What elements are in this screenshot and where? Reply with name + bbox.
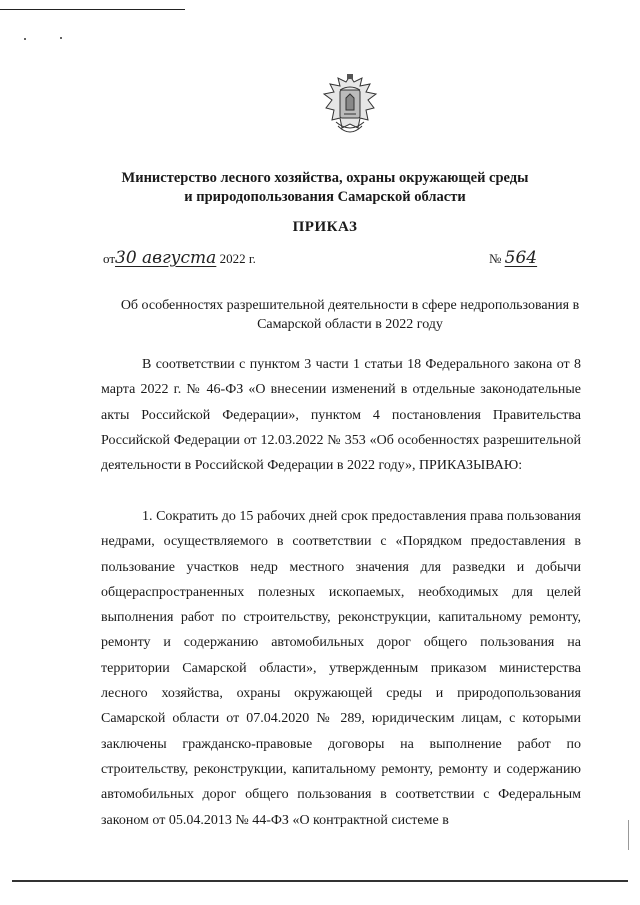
paragraph-text: В соответствии с пунктом 3 части 1 статьи 18 Федерального закона от 8 марта 2022 г. № 46-ФЗ «О внесении изменений в отдельные законодательные акты Российской Федерации», пунктом 4 постановления Правительства Российской Федерации от 12.03.2022 № 353 «Об особенностях разрешительной деятельности в Российской Федерации в 2022 году», ПРИКАЗЫВАЮ: [101,357,581,474]
scan-edge-mark [628,820,629,850]
subject-line2: Самарской области в 2022 году [257,317,443,332]
scan-speck [24,38,26,40]
body-paragraph-1 [101,352,581,478]
order-date [103,248,256,268]
date-year: 2022 г. [219,251,256,266]
document-type-title: ПРИКАЗ [292,219,358,235]
subject-line1: Об особенностях разрешительной деятельности в сфере недропользования в [120,298,580,313]
handwritten-date: 30 августа [115,248,217,268]
ministry-name-line2: и природопользования Самарской области [184,189,466,205]
handwritten-number: 564 [504,248,538,268]
ministry-name-line1: Министерство лесного хозяйства, охраны окружающей среды [121,170,529,186]
scan-speck [60,37,62,39]
bottom-rule [12,880,628,882]
body-paragraph-2 [101,504,581,833]
number-prefix: № [489,251,502,266]
paragraph-text: 1. Сократить до 15 рабочих дней срок предоставления права пользования недрами, осуществляемого в соответствии с «Порядком предоставления в пользование участков недр местного значения для разведки и добычи общераспространенных полезных ископаемых, необходимых для целей выполнения работ по строительству, реконструкции, капитальному ремонту, ремонту и содержанию автомобильных дорог общего пользования на территории Самарской области», утвержденным приказом министерства лесного хозяйства, охраны окружающей среды и природопользования Самарской области от 07.04.2020 № 289, юридическим лицам, с которыми заключены гражданско-правовые договоры на выполнение работ по строительству, реконструкции, капитальному ремонту, ремонту и содержанию автомобильных дорог общего пользования в соответствии с Федеральным законом от 05.04.2013 № 44-ФЗ «О контрактной системе в [101,509,581,828]
coat-of-arms-emblem [318,72,382,142]
date-prefix: от [103,251,116,266]
order-number [489,248,537,268]
top-rule [0,9,185,10]
